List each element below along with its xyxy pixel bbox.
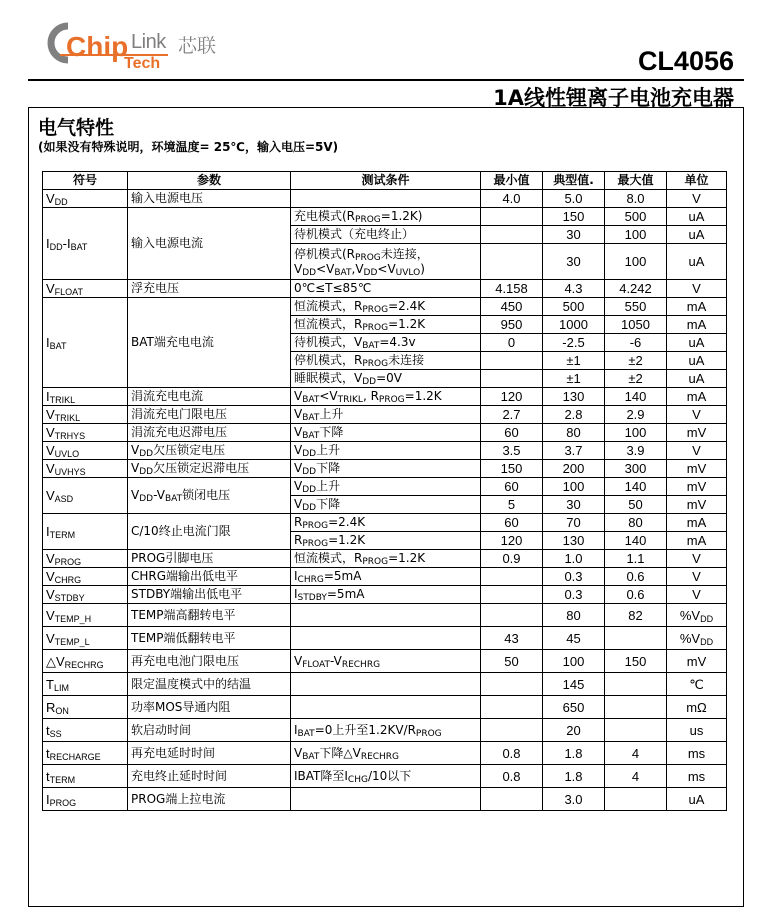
max-value-cell: 150: [605, 650, 667, 673]
min-value-cell: 60: [481, 424, 543, 442]
unit-cell: V: [667, 280, 727, 298]
max-value-cell: 100: [605, 226, 667, 244]
condition-cell: 待机模式，$V_{BAT}=4.3v$: [291, 334, 481, 352]
table-row: [43, 765, 727, 788]
column-header: 最小值: [481, 172, 543, 190]
condition-cell: $V_{FLOAT}-V_{RECHRG}$: [291, 650, 481, 673]
table-row: [43, 650, 727, 673]
condition-cell: IBAT降至$I_{CHG}/10$以下: [291, 765, 481, 788]
condition-cell: 恒流模式，$R_{PROG}=1.2K$: [291, 316, 481, 334]
condition-cell: 充电模式$(R_{PROG}=1.2K)$: [291, 208, 481, 226]
symbol-cell: $I_{TRIKL}$: [43, 388, 128, 406]
unit-cell: uA: [667, 370, 727, 388]
max-value-cell: 100: [605, 424, 667, 442]
parameter-cell: 软启动时间: [128, 719, 291, 742]
parameter-cell: 涓流充电迟滞电压: [128, 424, 291, 442]
unit-cell: mV: [667, 460, 727, 478]
min-value-cell: 0.8: [481, 765, 543, 788]
parameter-cell: PROG端上拉电流: [128, 788, 291, 811]
typ-value-cell: 145: [543, 673, 605, 696]
max-value-cell: 140: [605, 532, 667, 550]
condition-cell: [291, 673, 481, 696]
condition-cell: [291, 190, 481, 208]
symbol-cell: $V_{STDBY}$: [43, 586, 128, 604]
unit-cell: V: [667, 190, 727, 208]
condition-cell: $I_{STDBY}=5mA$: [291, 586, 481, 604]
parameter-cell: 充电终止延时时间: [128, 765, 291, 788]
unit-cell: V: [667, 406, 727, 424]
typ-value-cell: ±1: [543, 352, 605, 370]
column-header: 最大值: [605, 172, 667, 190]
table-row: [43, 514, 727, 532]
document-subtitle: 1A线性锂离子电池充电器: [493, 86, 734, 110]
unit-cell: $\%V_{DD}$: [667, 627, 727, 650]
min-value-cell: 50: [481, 650, 543, 673]
symbol-cell: $V_{FLOAT}$: [43, 280, 128, 298]
condition-cell: $V_{BAT}$上升: [291, 406, 481, 424]
min-value-cell: [481, 673, 543, 696]
min-value-cell: 950: [481, 316, 543, 334]
min-value-cell: [481, 244, 543, 280]
typ-value-cell: 2.8: [543, 406, 605, 424]
unit-cell: mΩ: [667, 696, 727, 719]
column-header: 符号: [43, 172, 128, 190]
min-value-cell: 4.158: [481, 280, 543, 298]
min-value-cell: 4.0: [481, 190, 543, 208]
parameter-cell: 再充电电池门限电压: [128, 650, 291, 673]
condition-cell: [291, 604, 481, 627]
table-row: [43, 788, 727, 811]
symbol-cell: $V_{ASD}$: [43, 478, 128, 514]
min-value-cell: 3.5: [481, 442, 543, 460]
parameter-cell: $V_{DD}$欠压锁定电压: [128, 442, 291, 460]
typ-value-cell: 130: [543, 532, 605, 550]
max-value-cell: 1050: [605, 316, 667, 334]
parameter-cell: PROG引脚电压: [128, 550, 291, 568]
unit-cell: uA: [667, 244, 727, 280]
parameter-cell: 输入电源电压: [128, 190, 291, 208]
symbol-cell: $V_{TRIKL}$: [43, 406, 128, 424]
min-value-cell: 0: [481, 334, 543, 352]
min-value-cell: [481, 696, 543, 719]
max-value-cell: 100: [605, 244, 667, 280]
symbol-cell: $I_{DD}-I_{BAT}$: [43, 208, 128, 280]
column-header: 单位: [667, 172, 727, 190]
unit-cell: uA: [667, 788, 727, 811]
min-value-cell: [481, 586, 543, 604]
condition-cell: 停机模式($R_{PROG}$未连接，$V_{DD}<V_{BAT},V_{DD}<V_{UVLO}$): [291, 244, 481, 280]
symbol-cell: $R_{ON}$: [43, 696, 128, 719]
table-row: [43, 719, 727, 742]
typ-value-cell: 80: [543, 604, 605, 627]
parameter-cell: STDBY端输出低电平: [128, 586, 291, 604]
parameter-cell: 限定温度模式中的结温: [128, 673, 291, 696]
unit-cell: uA: [667, 352, 727, 370]
logo-link-text: Link: [131, 31, 166, 53]
typ-value-cell: 0.3: [543, 586, 605, 604]
unit-cell: uA: [667, 226, 727, 244]
unit-cell: mV: [667, 650, 727, 673]
table-row: [43, 424, 727, 442]
typ-value-cell: 5.0: [543, 190, 605, 208]
condition-cell: [291, 788, 481, 811]
table-row: [43, 280, 727, 298]
unit-cell: mA: [667, 388, 727, 406]
max-value-cell: 4: [605, 742, 667, 765]
max-value-cell: [605, 696, 667, 719]
unit-cell: V: [667, 442, 727, 460]
symbol-cell: $I_{TERM}$: [43, 514, 128, 550]
unit-cell: mV: [667, 496, 727, 514]
symbol-cell: $V_{CHRG}$: [43, 568, 128, 586]
min-value-cell: [481, 208, 543, 226]
symbol-cell: $I_{PROG}$: [43, 788, 128, 811]
condition-cell: 0℃≤T≤85℃: [291, 280, 481, 298]
min-value-cell: 120: [481, 388, 543, 406]
max-value-cell: ±2: [605, 370, 667, 388]
symbol-cell: $V_{TEMP\_H}$: [43, 604, 128, 627]
logo-chip-text: Chip: [66, 31, 129, 62]
typ-value-cell: 1.0: [543, 550, 605, 568]
min-value-cell: [481, 719, 543, 742]
section-title: 电气特性: [38, 117, 115, 139]
table-row: [43, 568, 727, 586]
symbol-cell: $t_{TERM}$: [43, 765, 128, 788]
table-row: [43, 478, 727, 496]
min-value-cell: [481, 604, 543, 627]
unit-cell: mA: [667, 514, 727, 532]
typ-value-cell: 1000: [543, 316, 605, 334]
symbol-cell: $V_{UVLO}$: [43, 442, 128, 460]
table-row: [43, 388, 727, 406]
condition-cell: [291, 696, 481, 719]
min-value-cell: [481, 788, 543, 811]
typ-value-cell: 130: [543, 388, 605, 406]
unit-cell: V: [667, 568, 727, 586]
max-value-cell: 4: [605, 765, 667, 788]
condition-cell: $V_{DD}$下降: [291, 496, 481, 514]
condition-cell: $V_{BAT}<V_{TRIKL}$, $R_{PROG}=1.2K$: [291, 388, 481, 406]
symbol-cell: $T_{LIM}$: [43, 673, 128, 696]
unit-cell: mA: [667, 298, 727, 316]
condition-cell: $I_{BAT}=0$上升至$1.2KV/R_{PROG}$: [291, 719, 481, 742]
table-row: [43, 460, 727, 478]
max-value-cell: ±2: [605, 352, 667, 370]
parameter-cell: C/10终止电流门限: [128, 514, 291, 550]
logo-chinese-text: 芯联: [178, 35, 217, 57]
condition-cell: 睡眠模式，$V_{DD}=0V$: [291, 370, 481, 388]
typ-value-cell: 30: [543, 226, 605, 244]
typ-value-cell: 100: [543, 478, 605, 496]
unit-cell: us: [667, 719, 727, 742]
symbol-cell: $I_{BAT}$: [43, 298, 128, 388]
max-value-cell: 1.1: [605, 550, 667, 568]
max-value-cell: [605, 627, 667, 650]
parameter-cell: TEMP端高翻转电平: [128, 604, 291, 627]
symbol-cell: $t_{SS}$: [43, 719, 128, 742]
symbol-cell: $V_{TEMP\_L}$: [43, 627, 128, 650]
symbol-cell: $V_{TRHYS}$: [43, 424, 128, 442]
typ-value-cell: 650: [543, 696, 605, 719]
max-value-cell: 500: [605, 208, 667, 226]
electrical-characteristics-table: [42, 171, 727, 811]
table-row: [43, 627, 727, 650]
min-value-cell: 150: [481, 460, 543, 478]
typ-value-cell: 0.3: [543, 568, 605, 586]
table-row: [43, 550, 727, 568]
symbol-cell: $\triangle V_{RECHRG}$: [43, 650, 128, 673]
parameter-cell: 涓流充电门限电压: [128, 406, 291, 424]
table-row: [43, 442, 727, 460]
unit-cell: ℃: [667, 673, 727, 696]
table-row: [43, 696, 727, 719]
unit-cell: V: [667, 586, 727, 604]
max-value-cell: 8.0: [605, 190, 667, 208]
unit-cell: V: [667, 550, 727, 568]
condition-cell: $V_{BAT}$下降: [291, 424, 481, 442]
max-value-cell: 140: [605, 478, 667, 496]
table-row: [43, 298, 727, 316]
min-value-cell: [481, 568, 543, 586]
typ-value-cell: 1.8: [543, 742, 605, 765]
typ-value-cell: 3.0: [543, 788, 605, 811]
logo-tech-text: Tech: [124, 55, 161, 72]
symbol-cell: $V_{PROG}$: [43, 550, 128, 568]
condition-cell: $V_{BAT}$下降$\triangle V_{RECHRG}$: [291, 742, 481, 765]
condition-cell: 待机模式（充电终止）: [291, 226, 481, 244]
parameter-cell: $V_{DD}-V_{BAT}$锁闭电压: [128, 478, 291, 514]
max-value-cell: 80: [605, 514, 667, 532]
max-value-cell: 3.9: [605, 442, 667, 460]
typ-value-cell: 45: [543, 627, 605, 650]
max-value-cell: [605, 788, 667, 811]
typ-value-cell: 100: [543, 650, 605, 673]
unit-cell: ms: [667, 765, 727, 788]
parameter-cell: 浮充电压: [128, 280, 291, 298]
typ-value-cell: 1.8: [543, 765, 605, 788]
unit-cell: ms: [667, 742, 727, 765]
parameter-cell: 输入电源电流: [128, 208, 291, 280]
max-value-cell: [605, 673, 667, 696]
min-value-cell: [481, 226, 543, 244]
table-row: [43, 742, 727, 765]
parameter-cell: BAT端充电电流: [128, 298, 291, 388]
min-value-cell: [481, 352, 543, 370]
max-value-cell: 82: [605, 604, 667, 627]
unit-cell: uA: [667, 334, 727, 352]
min-value-cell: 450: [481, 298, 543, 316]
typ-value-cell: -2.5: [543, 334, 605, 352]
part-number: CL4056: [637, 46, 734, 76]
min-value-cell: 60: [481, 478, 543, 496]
max-value-cell: -6: [605, 334, 667, 352]
max-value-cell: 2.9: [605, 406, 667, 424]
min-value-cell: [481, 370, 543, 388]
condition-cell: $V_{DD}$上升: [291, 478, 481, 496]
table-row: [43, 604, 727, 627]
condition-cell: [291, 627, 481, 650]
test-conditions-note: (如果没有特殊说明，环境温度= 25℃，输入电压=5V): [38, 140, 339, 154]
max-value-cell: 300: [605, 460, 667, 478]
condition-cell: $V_{DD}$下降: [291, 460, 481, 478]
table-row: [43, 190, 727, 208]
max-value-cell: 0.6: [605, 568, 667, 586]
typ-value-cell: 30: [543, 244, 605, 280]
min-value-cell: 2.7: [481, 406, 543, 424]
column-header: 参数: [128, 172, 291, 190]
symbol-cell: $V_{UVHYS}$: [43, 460, 128, 478]
condition-cell: 恒流模式，$R_{PROG}=2.4K$: [291, 298, 481, 316]
max-value-cell: 550: [605, 298, 667, 316]
unit-cell: mA: [667, 316, 727, 334]
table-row: [43, 586, 727, 604]
min-value-cell: 120: [481, 532, 543, 550]
table-row: [43, 208, 727, 226]
typ-value-cell: 80: [543, 424, 605, 442]
condition-cell: 恒流模式，$R_{PROG}=1.2K$: [291, 550, 481, 568]
max-value-cell: 0.6: [605, 586, 667, 604]
unit-cell: $\%V_{DD}$: [667, 604, 727, 627]
typ-value-cell: 150: [543, 208, 605, 226]
typ-value-cell: 70: [543, 514, 605, 532]
condition-cell: $V_{DD}$上升: [291, 442, 481, 460]
parameter-cell: CHRG端输出低电平: [128, 568, 291, 586]
table-body: [43, 190, 727, 811]
symbol-cell: $V_{DD}$: [43, 190, 128, 208]
max-value-cell: 4.242: [605, 280, 667, 298]
table-header-row: [43, 172, 727, 190]
parameter-cell: 涓流充电电流: [128, 388, 291, 406]
min-value-cell: 60: [481, 514, 543, 532]
typ-value-cell: 30: [543, 496, 605, 514]
condition-cell: $I_{CHRG}=5mA$: [291, 568, 481, 586]
table-row: [43, 406, 727, 424]
condition-cell: $R_{PROG}=1.2K$: [291, 532, 481, 550]
max-value-cell: 140: [605, 388, 667, 406]
min-value-cell: 5: [481, 496, 543, 514]
condition-cell: $R_{PROG}=2.4K$: [291, 514, 481, 532]
typ-value-cell: 20: [543, 719, 605, 742]
max-value-cell: [605, 719, 667, 742]
max-value-cell: 50: [605, 496, 667, 514]
typ-value-cell: ±1: [543, 370, 605, 388]
parameter-cell: 功率MOS导通内阻: [128, 696, 291, 719]
typ-value-cell: 200: [543, 460, 605, 478]
unit-cell: uA: [667, 208, 727, 226]
typ-value-cell: 500: [543, 298, 605, 316]
unit-cell: mV: [667, 478, 727, 496]
typ-value-cell: 3.7: [543, 442, 605, 460]
chiplink-logo: [38, 18, 218, 78]
header-rule: [28, 79, 744, 81]
typ-value-cell: 4.3: [543, 280, 605, 298]
column-header: 测试条件: [291, 172, 481, 190]
parameter-cell: $V_{DD}$欠压锁定迟滞电压: [128, 460, 291, 478]
min-value-cell: 0.9: [481, 550, 543, 568]
min-value-cell: 0.8: [481, 742, 543, 765]
condition-cell: 停机模式，$R_{PROG}$未连接: [291, 352, 481, 370]
unit-cell: mA: [667, 532, 727, 550]
unit-cell: mV: [667, 424, 727, 442]
symbol-cell: $t_{RECHARGE}$: [43, 742, 128, 765]
min-value-cell: 43: [481, 627, 543, 650]
parameter-cell: 再充电延时时间: [128, 742, 291, 765]
parameter-cell: TEMP端低翻转电平: [128, 627, 291, 650]
table-row: [43, 673, 727, 696]
column-header: 典型值.: [543, 172, 605, 190]
